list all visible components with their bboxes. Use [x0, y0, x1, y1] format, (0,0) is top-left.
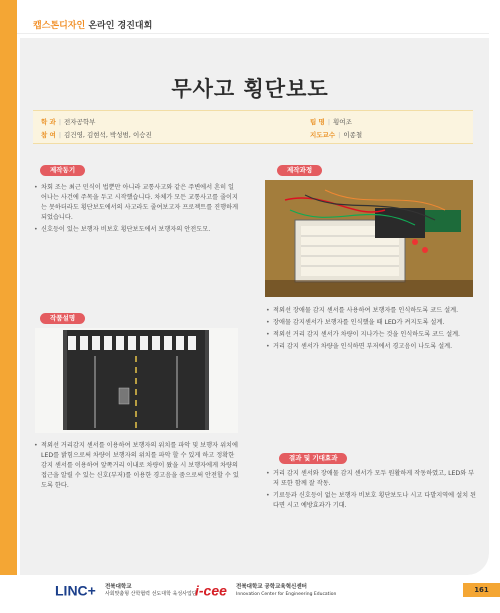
results-tag: 결과 및 기대효과	[279, 453, 347, 464]
motivation-tag: 제작동기	[40, 165, 85, 176]
list-item: • 차회 조는 최근 민식이 법뿐만 아니라 교통사고와 같은 주변에서 흔히 일어나는 사건에 주목을 두고 시작했습니다. 차체가 모든 교통사고를 줄이지는 못하더라도 횡단보도에서의 사고라도 줄여보고자 프로젝트를 진행하게 되었습니다.	[34, 183, 239, 223]
dept-value: 전자공학부	[64, 118, 96, 126]
icee-wordmark: i-cee	[195, 582, 227, 599]
list-item: • 적외선 장애물 감지 센서를 사용하여 보행자를 인식하도록 코드 설계.	[266, 306, 476, 316]
team-value: 횡여조	[333, 118, 352, 126]
circuit-photo	[265, 180, 473, 297]
header-divider	[17, 33, 489, 34]
icee-org-name: 전북대학교 공학교육혁신센터	[236, 583, 308, 590]
motivation-list	[34, 183, 239, 237]
advisor-row: 지도교수 | 이종철	[310, 131, 363, 139]
team-row: 팀 명 | 횡여조	[310, 118, 352, 126]
contest-header	[33, 18, 152, 31]
list-item: • 신호등이 있는 보행자 비보호 횡단보도에서 보행자의 안전도모.	[34, 225, 239, 235]
info-bar	[33, 110, 473, 144]
linc-org-name: 전북대학교	[104, 583, 132, 590]
list-item: • 거리 감지 센서와 장애물 감지 센서가 모두 원활하게 작동하였고, LED와 부저 또한 함께 잘 작동.	[266, 469, 476, 489]
list-item: • 장애물 감지센서가 보행자를 인식했을 때 LED가 켜지도록 설계.	[266, 318, 476, 328]
linc-org-desc: 사회맞춤형 산학협력 선도대학 육성사업단	[104, 590, 197, 597]
dept-row: 학 과 | 전자공학부	[41, 118, 96, 126]
crosswalk-model-photo	[35, 328, 238, 433]
contest-subtitle: 온라인 경진대회	[88, 21, 153, 31]
members-row: 참 여 | 김건영, 김현석, 박성범, 이승진	[41, 131, 152, 139]
description-tag: 작품설명	[40, 313, 85, 324]
list-item: • 기료등과 신호등이 없는 보행자 비보호 횡단보도나 시고 다발지역에 설치 된다면 시고 예방효과가 기대.	[266, 491, 476, 511]
list-item: • 적외선 거리 감지 센서가 차량이 지나가는 것을 인식하도록 코드 설계.	[266, 330, 476, 340]
process-tag: 제작과정	[277, 165, 322, 176]
advisor-label: 지도교수	[310, 131, 336, 139]
list-item: • 거리 감지 센서가 차량을 인식하면 부저에서 경고음이 나도록 설계.	[266, 342, 476, 352]
list-item: • 적외선 거리감지 센서를 이용하여 보행자의 위치를 파악 및 보행자 위치에 LED를 밝힘으로써 차량이 보행자의 위치를 파악 할 수 있게 하고 정확한 감지 센서를 이용하여 앞쪽거리 이내로 차량이 왔을 시 보행자에게 차량의 접근을 알릴 수 있는 신호(부저)를 이용한 경고음을 줌으로써 안전할 수 있도록 한다.	[34, 441, 239, 491]
advisor-value: 이종철	[343, 131, 363, 139]
description-list	[34, 441, 239, 493]
members-value: 김건영, 김현석, 박성범, 이승진	[64, 131, 152, 139]
icee-logo	[195, 580, 336, 599]
team-label: 팀 명	[310, 118, 325, 126]
linc-wordmark: LINC+	[55, 582, 96, 599]
icee-org-desc: Innovation Center for Engineering Education	[236, 591, 337, 597]
results-list	[266, 469, 476, 513]
page-number: 161	[463, 583, 500, 597]
dept-label: 학 과	[41, 118, 56, 126]
contest-brand: 캡스톤디자인	[33, 21, 86, 31]
page-title: 무사고 횡단보도	[171, 77, 329, 101]
process-list	[266, 306, 476, 354]
members-label: 참 여	[41, 131, 56, 139]
linc-logo	[55, 580, 197, 599]
